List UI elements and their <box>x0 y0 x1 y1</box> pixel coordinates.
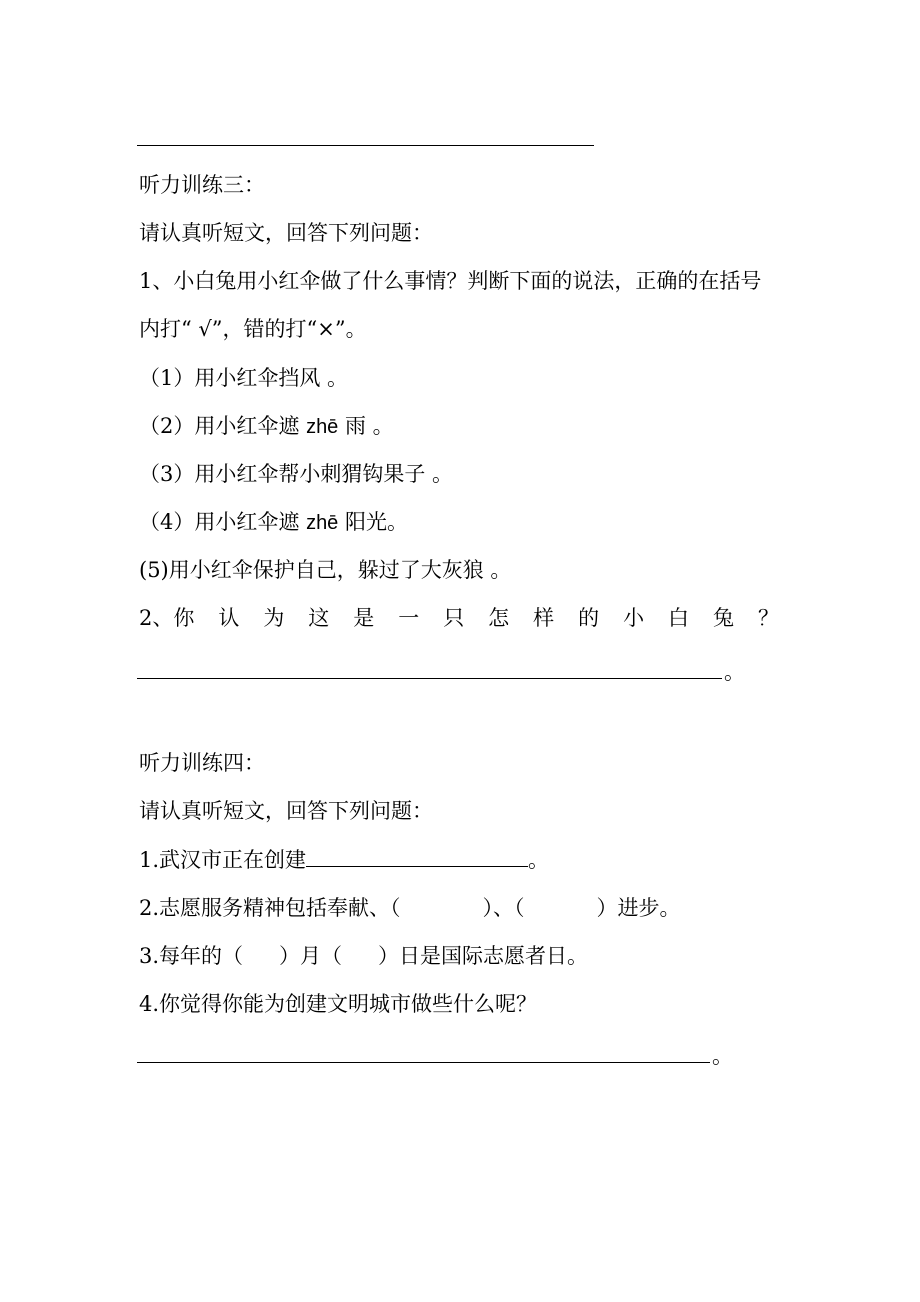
section3-instruction: 请认真听短文，回答下列问题： <box>139 221 433 245</box>
section4-q3 <box>139 941 588 971</box>
section4-title: 听力训练四： <box>139 751 265 775</box>
section4-q2-text: 2.志愿服务精神包括奉献、（ <box>139 896 401 920</box>
section3-q2-char: 小 <box>623 606 645 630</box>
top-divider-line <box>137 145 594 146</box>
section3-q2-char: 是 <box>353 606 375 630</box>
section4-q3-end: ）日是国际志愿者日。 <box>378 944 589 968</box>
section4-q1-end: 。 <box>528 848 550 872</box>
section3-item-5: (5)用小红伞保护自己，躲过了大灰狼 。 <box>139 558 512 582</box>
section4-q2-mid: ）、（ <box>482 896 525 920</box>
section4-q3-mid: ）月（ <box>279 944 343 968</box>
section3-q2-answer-line[interactable] <box>137 678 722 679</box>
section3-item-2-pinyin: zhē <box>306 416 339 438</box>
section3-q2-char: 样 <box>533 606 555 630</box>
section4-q1 <box>139 844 549 875</box>
section3-item-2-tail: 雨 。 <box>345 414 394 438</box>
section3-item-4 <box>139 507 408 538</box>
section3-q2-char: 为 <box>263 606 285 630</box>
section3-q1-line1: 1、小白兔用小红伞做了什么事情？判断下面的说法，正确的在括号 <box>139 269 762 293</box>
section3-q2-char: 兔 <box>713 606 734 630</box>
section3-q2-char: 只 <box>443 606 465 630</box>
section3-item-3: （3）用小红伞帮小刺猬钩果子 。 <box>139 462 454 486</box>
section4-q2 <box>139 893 681 923</box>
section3-item-4-tail: 阳光。 <box>345 510 408 534</box>
section3-item-2-text: （2）用小红伞遮 <box>139 414 300 438</box>
section3-q2 <box>139 603 779 633</box>
section3-q2-end: 。 <box>724 660 745 684</box>
section4-q1-text: 1.武汉市正在创建 <box>139 848 307 872</box>
section3-q1-line2: 内打“ √”，错的打“×”。 <box>139 317 367 341</box>
section3-item-2 <box>139 411 394 442</box>
section3-item-4-pinyin: zhē <box>306 512 339 534</box>
section3-q2-char: 怎 <box>488 606 510 630</box>
section4-q3-text: 3.每年的（ <box>139 944 244 968</box>
section3-q2-char: ？ <box>757 606 779 630</box>
section3-q2-char: 认 <box>218 606 240 630</box>
section4-q4-end: 。 <box>712 1044 733 1068</box>
section4-q2-end: ）进步。 <box>596 896 681 920</box>
section3-q2-char: 白 <box>668 606 690 630</box>
section3-item-4-text: （4）用小红伞遮 <box>139 510 300 534</box>
section3-q2-char: 一 <box>398 606 420 630</box>
section3-q2-char: 2、你 <box>139 606 195 630</box>
section4-q4: 4.你觉得你能为创建文明城市做些什么呢？ <box>139 992 538 1016</box>
section3-title: 听力训练三： <box>139 173 265 197</box>
section3-q2-char: 的 <box>578 606 600 630</box>
section3-item-1: （1）用小红伞挡风 。 <box>139 366 349 390</box>
section4-q1-blank[interactable] <box>306 844 528 867</box>
section3-q2-char: 这 <box>308 606 330 630</box>
section4-instruction: 请认真听短文，回答下列问题： <box>139 799 433 823</box>
section4-q4-answer-line[interactable] <box>137 1062 710 1063</box>
